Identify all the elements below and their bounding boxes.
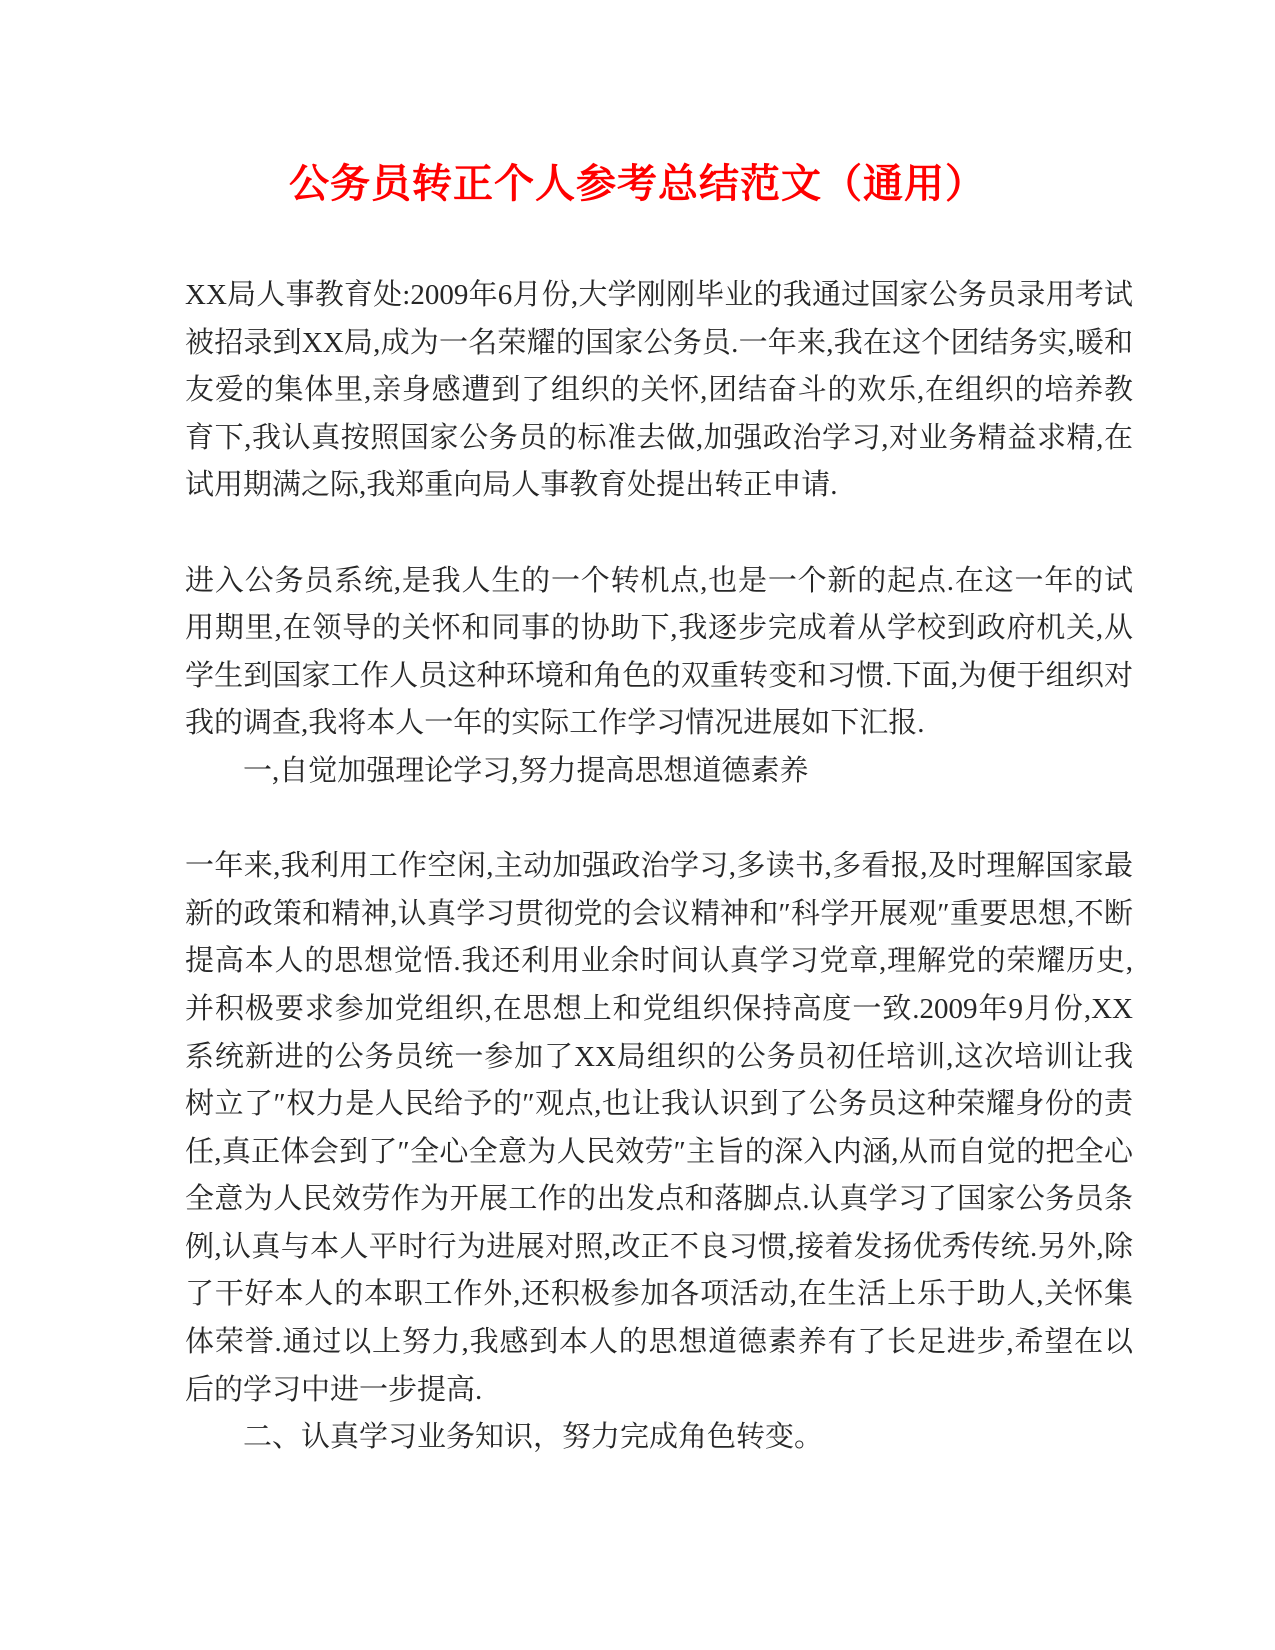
document-title: 公务员转正个人参考总结范文（通用） [289, 161, 986, 206]
section-heading: 一,自觉加强理论学习,努力提高思想道德素养 [243, 754, 809, 787]
section-heading: 二、认真学习业务知识，努力完成角色转变。 [243, 1421, 824, 1454]
paragraph: 进入公务员系统,是我人生的一个转机点,也是一个新的起点.在这一年的试用期里,在领导的关怀和同事的协助下,我逐步完成着从学校到政府机关,从学生到国家工作人员这种环境和角色的双重转变和习惯.下面,为便于组织对我的调查,我将本人一年的实际工作学习情况进展如下汇报. [185, 564, 1133, 740]
document-body [185, 272, 1133, 1462]
paragraph: 一年来,我利用工作空闲,主动加强政治学习,多读书,多看报,及时理解国家最新的政策和精神,认真学习贯彻党的会议精神和″科学开展观″重要思想,不断提高本人的思想觉悟.我还利用业余时间认真学习党章,理解党的荣耀历史,并积极要求参加党组织,在思想上和党组织保持高度一致.2009年9月份,XX系统新进的公务员统一参加了XX局组织的公务员初任培训,这次培训让我树立了″权力是人民给予的″观点,也让我认识到了公务员这种荣耀身份的责任,真正体会到了″全心全意为人民效劳″主旨的深入内涵,从而自觉的把全心全意为人民效劳作为开展工作的出发点和落脚点.认真学习了国家公务员条例,认真与本人平时行为进展对照,改正不良习惯,接着发扬优秀传统.另外,除了干好本人的本职工作外,还积极参加各项活动,在生活上乐于助人,关怀集体荣誉.通过以上努力,我感到本人的思想道德素养有了长足进步,希望在以后的学习中进一步提高. [185, 850, 1133, 1406]
paragraph: XX局人事教育处:2009年6月份,大学刚刚毕业的我通过国家公务员录用考试被招录到XX局,成为一名荣耀的国家公务员.一年来,我在这个团结务实,暖和友爱的集体里,亲身感遭到了组织的关怀,团结奋斗的欢乐,在组织的培养教育下,我认真按照国家公务员的标准去做,加强政治学习,对业务精益求精,在试用期满之际,我郑重向局人事教育处提出转正申请. [185, 279, 1133, 502]
